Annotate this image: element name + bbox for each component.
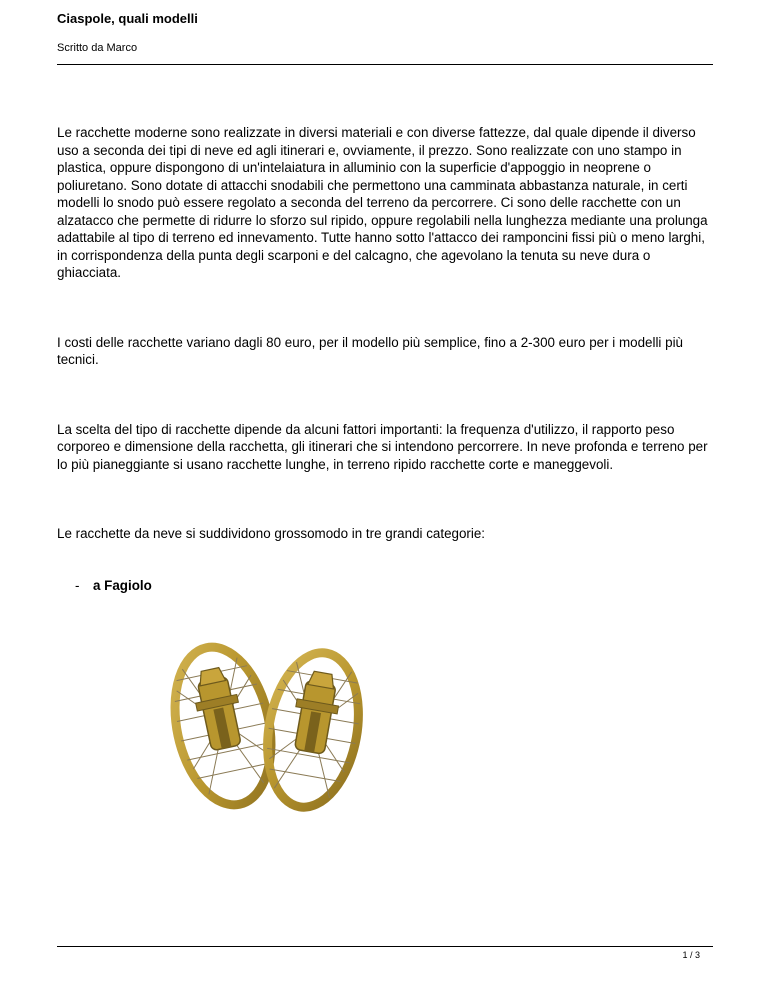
- page-number: 1 / 3: [682, 950, 700, 960]
- paragraph-choice: La scelta del tipo di racchette dipende da alcuni fattori importanti: la frequenza d'utilizzo, il rapporto peso corporeo e dimensione della racchetta, gli itinerari che si intendono percorrere. In neve profonda e terreno per lo più pianeggiante si usano racchette lunghe, in terreno ripido racchette corte e maneggevoli.: [57, 421, 708, 472]
- paragraph-costs: I costi delle racchette variano dagli 80 euro, per il modello più semplice, fino a 2-300 euro per i modelli più tecnici.: [57, 334, 683, 367]
- list-item-label: a Fagiolo: [93, 577, 152, 593]
- document-title: Ciaspole, quali modelli: [57, 11, 198, 26]
- right-snowshoe: [256, 646, 365, 814]
- footer-divider: [57, 946, 713, 947]
- paragraph-categories: Le racchette da neve si suddividono grossomodo in tre grandi categorie:: [57, 526, 486, 541]
- page-header: [57, 10, 713, 55]
- header-divider: [57, 64, 713, 65]
- article-body: [57, 124, 717, 594]
- snowshoes-illustration: [165, 642, 365, 814]
- author-byline: Scritto da Marco: [57, 42, 138, 54]
- snowshoes-icon: [165, 642, 365, 814]
- list-bullet: -: [75, 577, 80, 593]
- paragraph-materials: Le racchette moderne sono realizzate in diversi materiali e con diverse fattezze, dal quale dipende il diverso uso a seconda dei tipi di neve ed agli itinerari e, ovviamente, il prezzo. Sono realizzate con uno stampo in plastica, oppure dispongono di un'intelaiatura in alluminio con la superficie d'appoggio in neoprene o poliuretano. Sono dotate di attacchi snodabili che permettono una camminata abbastanza naturale, in certi modelli lo snodo può essere regolato a seconda del terreno da percorrere. Ci sono delle racchette con un alzatacco che permette di ridurre lo sforzo sul ripido, oppure regolabili nella lunghezza mediante una prolunga adattabile al tipo di terreno ed innevamento. Tutte hanno sotto l'attacco dei ramponcini fissi più o meno larghi, in corrispondenza della punta degli scarponi e del calcagno, che agevolano la tenuta su neve dura o ghiacciata.: [57, 125, 708, 280]
- list-item: [57, 577, 717, 595]
